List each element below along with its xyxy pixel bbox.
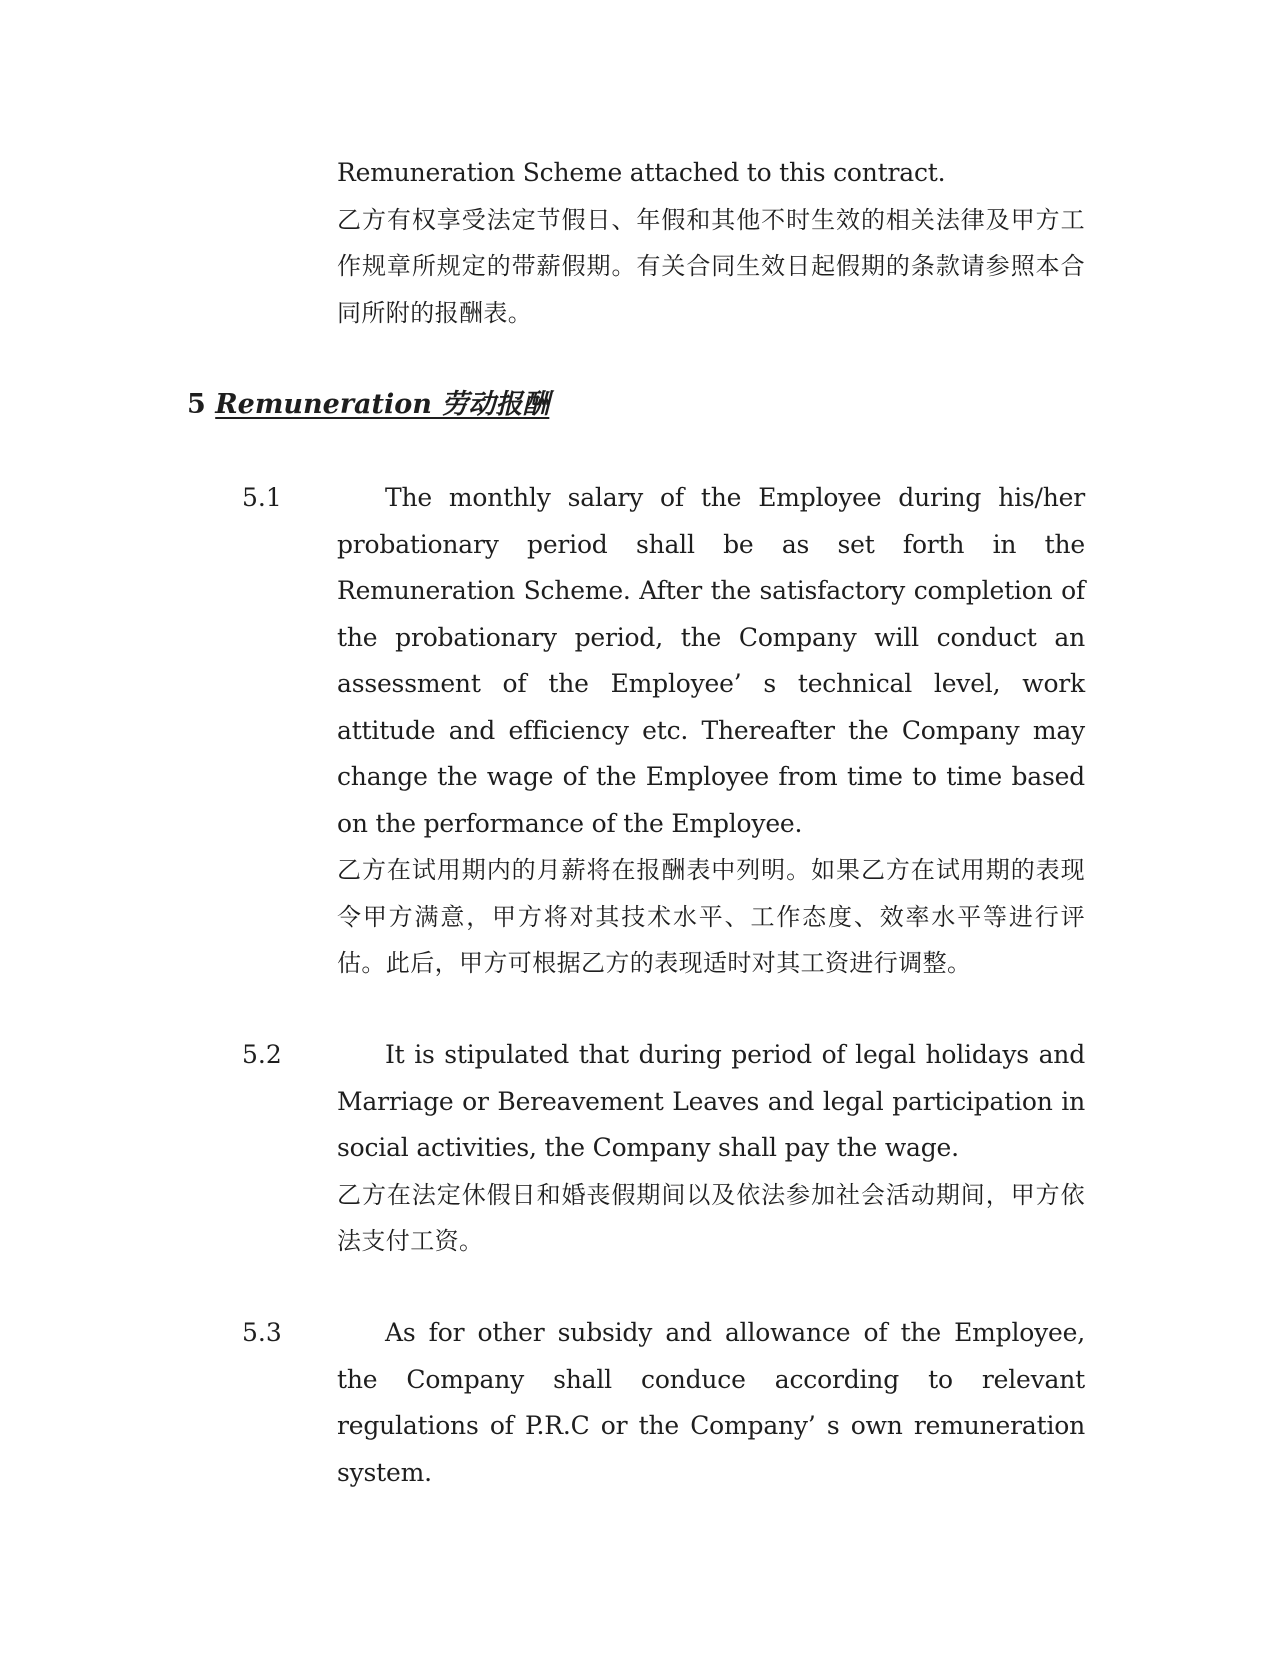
clause-5-1-english: The monthly salary of the Employee during his/her probationary period shall be as set forth in the Remuneration Scheme. After the satisfactory completion of the probationary period, the Company will conduct an assessment of the Employee’ s technical level, work attitude and efficiency etc. Thereafter the Company may change the wage of the Employee from time to time based on the performance of the Employee. [337,483,1085,838]
clause-number-5-1: 5.1 [242,483,282,512]
clause-5-1-chinese: 乙方在试用期内的月薪将在报酬表中列明。如果乙方在试用期的表现令甲方满意，甲方将对其技术水平、工作态度、效率水平等进行评估。此后，甲方可根据乙方的表现适时对其工资进行调整。 [337,856,1085,977]
clause-5-2-english: It is stipulated that during period of legal holidays and Marriage or Bereavement Leaves and legal participation in social activities, the Company shall pay the wage. [337,1040,1085,1162]
clause-number-5-2: 5.2 [242,1040,282,1069]
section-number: 5 [187,389,206,420]
clause-5-1 [337,475,1085,987]
clause-number-5-3: 5.3 [242,1318,282,1347]
section-title: Remuneration 劳动报酬 [215,389,550,420]
section-heading [187,382,549,428]
clause-5-3-english: As for other subsidy and allowance of the Employee, the Company shall conduce according to relevant regulations of P.R.C or the Company’ s own remuneration system. [337,1318,1085,1487]
continued-clause-english: Remuneration Scheme attached to this contract. [337,158,946,187]
continued-clause-chinese: 乙方有权享受法定节假日、年假和其他不时生效的相关法律及甲方工作规章所规定的带薪假期。有关合同生效日起假期的条款请参照本合同所附的报酬表。 [337,205,1085,327]
continued-clause [337,150,1085,336]
clause-5-3 [337,1310,1085,1496]
clause-5-2 [337,1032,1085,1265]
clause-5-2-chinese: 乙方在法定休假日和婚丧假期间以及依法参加社会活动期间，甲方依法支付工资。 [337,1180,1085,1255]
